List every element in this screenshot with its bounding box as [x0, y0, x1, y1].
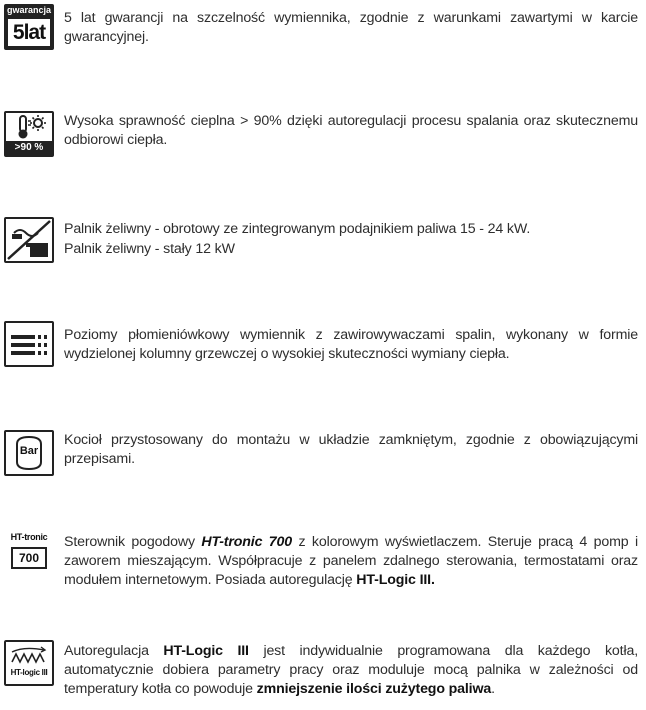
- bar-pressure-icon: [4, 430, 54, 476]
- warranty-icon-years: 5lat: [12, 21, 46, 44]
- ht-logic-iii-icon: [4, 640, 54, 686]
- pressure-icon-label: Bar: [19, 445, 39, 457]
- feature-autoregulation-text: [64, 642, 638, 699]
- flue-heat-exchanger-icon: [4, 321, 54, 367]
- controller-text-intro: Sterownik pogodowy: [64, 534, 202, 550]
- warranty-icon-label: gwarancja: [6, 5, 52, 15]
- cast-iron-burner-icon: [4, 217, 54, 263]
- feature-controller-text: [64, 533, 638, 590]
- autoregulation-text-benefit: zmniejszenie ilości zużytego paliwa: [256, 681, 492, 697]
- warranty-5-years-icon: [4, 4, 54, 50]
- controller-icon-brand: HT-tronic: [10, 532, 48, 542]
- controller-text-body: z kolorowym wyświetlaczem. Steruje pracą 4 pomp i zaworem mieszającym. Współpracuje z panelem zdalnego sterowania, termostatami oraz modułem internetowym. Posiada autoregulację: [64, 534, 638, 588]
- autoregulation-text-body: jest indywidualnie programowana dla każdego kotła, automatycznie dobiera parametry pracy oraz moduluje mocą palnika w zależności od temperatury kotła co powoduje: [64, 643, 638, 697]
- ht-tronic-controller-icon: [4, 530, 54, 576]
- controller-text-logic: HT-Logic III.: [356, 572, 435, 588]
- feature-heat-exchanger-text: Poziomy płomieniówkowy wymiennik z zawirowywaczami spalin, wykonany w formie wydzielonej kolumny grzewczej o wysokiej skuteczności wymiany ciepła.: [64, 327, 638, 362]
- autoregulation-text-end: .: [491, 681, 495, 697]
- feature-efficiency-text: Wysoka sprawność cieplna > 90% dzięki autoregulacji procesu spalania oraz skutecznemu odbiorowi ciepła.: [64, 113, 638, 148]
- autoregulation-text-intro: Autoregulacja: [64, 643, 164, 659]
- feature-warranty-text: 5 lat gwarancji na szczelność wymiennika, zgodnie z warunkami zawartymi w karcie gwarancyjnej.: [64, 10, 638, 45]
- efficiency-icon-label: >90 %: [14, 142, 44, 153]
- autoregulation-icon-label: HT-logic III: [10, 668, 48, 677]
- controller-text-product: HT-tronic 700: [201, 534, 293, 550]
- controller-icon-model: 700: [18, 551, 40, 565]
- feature-burner-line-1: Palnik żeliwny - obrotowy ze zintegrowanym podajnikiem paliwa 15 - 24 kW.: [64, 221, 531, 237]
- feature-pressure-text: Kocioł przystosowany do montażu w układzie zamkniętym, zgodnie z obowiązującymi przepisami.: [64, 432, 638, 467]
- autoregulation-text-logic: HT-Logic III: [163, 643, 249, 659]
- feature-burner-line-2: Palnik żeliwny - stały 12 kW: [64, 241, 235, 257]
- efficiency-thermometer-icon: [4, 111, 54, 157]
